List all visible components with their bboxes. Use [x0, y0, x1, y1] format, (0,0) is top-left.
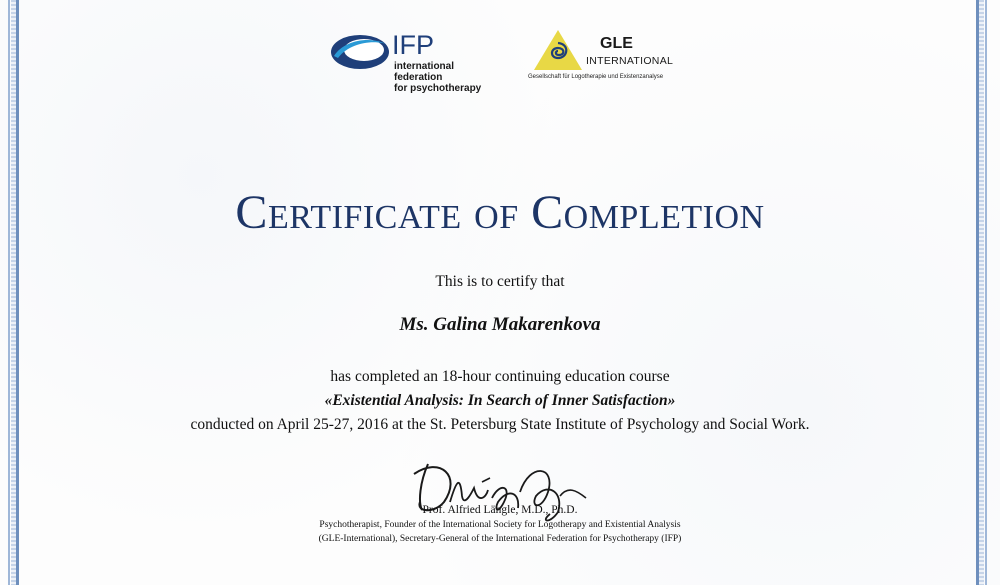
- ifp-swirl-icon: [330, 30, 390, 76]
- course-title: «Existential Analysis: In Search of Inner Satisfaction»: [324, 392, 676, 409]
- signatory-name: Prof. Alfried Längle, M.D., Ph.D.: [422, 504, 578, 516]
- left-border-decoration: [8, 0, 22, 585]
- conducted-text: conducted on April 25-27, 2016 at the St. Petersburg State Institute of Psychology and Social Work.: [190, 416, 810, 433]
- recipient-name: Ms. Galina Makarenkova: [399, 314, 601, 335]
- gle-triangle-icon: [532, 28, 584, 72]
- gle-logo: [522, 28, 682, 86]
- ifp-full-name: [394, 61, 504, 94]
- gle-full-name: Gesellschaft für Logotherapie und Existenzanalyse: [528, 74, 664, 80]
- ifp-name-line-1: international federation: [394, 61, 455, 83]
- certify-text: This is to certify that: [435, 273, 565, 290]
- ifp-logo: [330, 28, 500, 94]
- ifp-abbreviation: IFP: [392, 30, 435, 60]
- signatory-bio-line-2: (GLE-International), Secretary-General of the International Federation for Psychotherapy (IFP): [318, 534, 682, 544]
- signatory-bio-line-1: Psychotherapist, Founder of the International Society for Logotherapy and Existential Analysis: [319, 520, 681, 530]
- completion-text: has completed an 18-hour continuing education course: [330, 368, 670, 385]
- gle-abbreviation: GLE: [600, 35, 633, 52]
- right-border-decoration: [976, 0, 990, 585]
- gle-international: INTERNATIONAL: [586, 55, 674, 67]
- ifp-name-line-2: for psychotherapy: [394, 83, 482, 94]
- certificate-title: Certificate of Completion: [235, 186, 765, 239]
